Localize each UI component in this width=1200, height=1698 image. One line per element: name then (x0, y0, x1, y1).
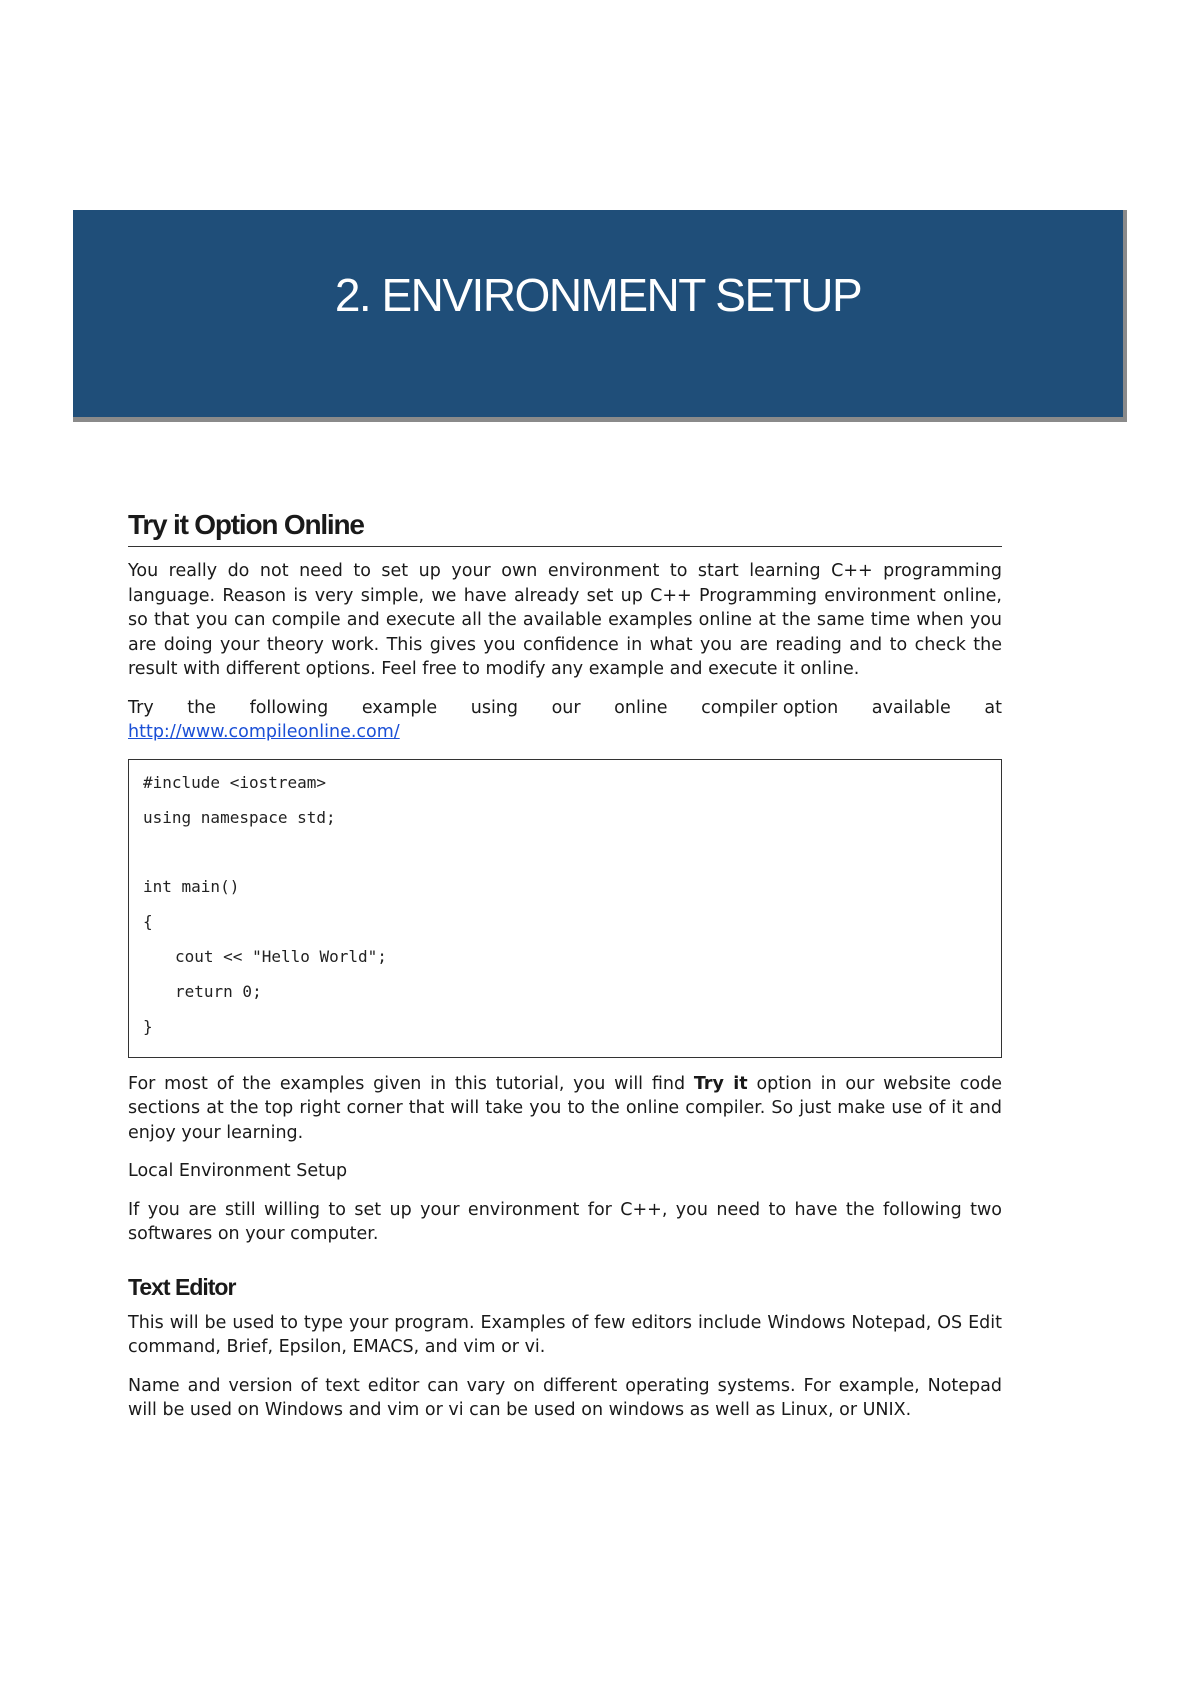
try-example-line (128, 696, 1002, 745)
try-word: available (871, 697, 951, 718)
code-line: return 0; (175, 981, 262, 1001)
code-line: #include <iostream> (143, 772, 327, 792)
try-example-words (128, 696, 1002, 721)
try-word: Try (128, 697, 154, 718)
try-word: using (470, 697, 519, 718)
try-word: the (187, 697, 216, 718)
code-line: using namespace std; (143, 807, 336, 827)
after-code-text-start: For most of the examples given in this tutorial, you will find (128, 1073, 694, 1094)
text-editor-paragraph-2: Name and version of text editor can vary on different operating systems. For example, Notepad will be used on Windows and vim or vi can be used on windows as well as Linux, or UNIX. (128, 1375, 1002, 1420)
try-it-emphasis: Try it (693, 1073, 748, 1094)
try-word: compiler option (701, 697, 839, 718)
intro-paragraph: You really do not need to set up your own environment to start learning C++ programming language. Reason is very simple, we have already set up C++ Programming environment online, so that you can compile and execute all the available examples online at the same time when you are doing your theory work. This gives you confidence in what you are reading and to check the result with different options. Feel free to modify any example and execute it online. (128, 561, 1002, 679)
try-word: our (551, 697, 581, 718)
try-word: following (249, 697, 329, 718)
after-code-paragraph (128, 1072, 1002, 1146)
after-code-text-end: option in our website code sections at the top right corner that will take you to the online compiler. So just make use of it and enjoy your learning. (128, 1073, 1002, 1143)
section-heading-text-editor: Text Editor (128, 1273, 236, 1300)
code-line: cout << "Hello World"; (175, 946, 387, 966)
try-word: example (361, 697, 438, 718)
code-example-box (128, 759, 1002, 1058)
chapter-title: 2. ENVIRONMENT SETUP (334, 269, 862, 321)
compileonline-link[interactable]: http://www.compileonline.com/ (128, 722, 400, 742)
local-setup-paragraph: If you are still willing to set up your environment for C++, you need to have the following two softwares on your computer. (128, 1199, 1002, 1244)
local-setup-label: Local Environment Setup (128, 1161, 348, 1181)
code-line: { (143, 911, 153, 931)
try-word: at (984, 697, 1002, 718)
try-word: online (614, 697, 668, 718)
code-line: int main() (143, 876, 240, 896)
page-content (128, 508, 1002, 1437)
text-editor-paragraph-1: This will be used to type your program. Examples of few editors include Windows Notepad, OS Edit command, Brief, Epsilon, EMACS, and vim or vi. (128, 1312, 1002, 1357)
section-heading-try-online: Try it Option Online (128, 508, 1002, 547)
code-line: } (143, 1016, 153, 1036)
code-line (143, 840, 987, 874)
chapter-banner (73, 210, 1127, 422)
